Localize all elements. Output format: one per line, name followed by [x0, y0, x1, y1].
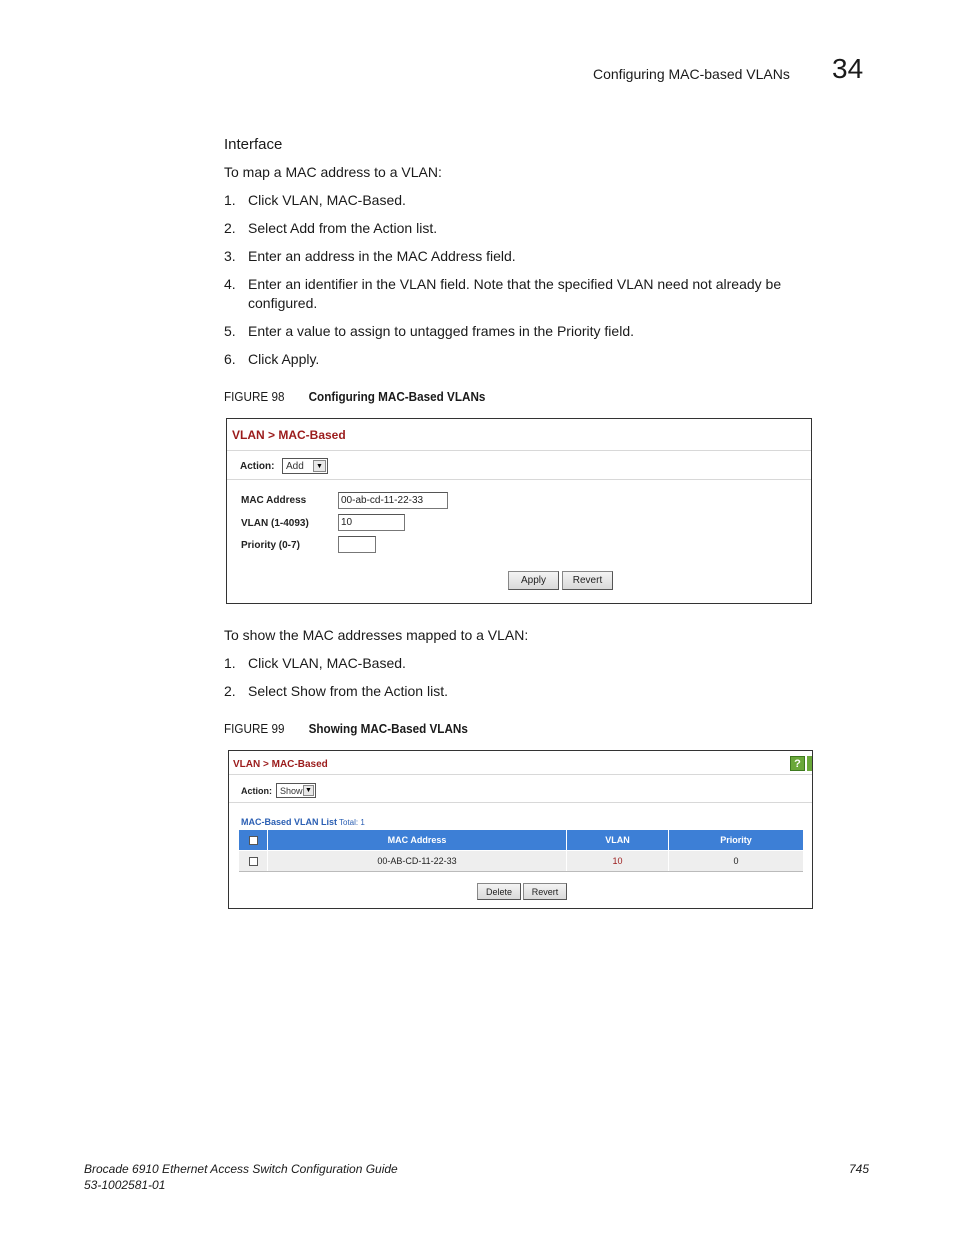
action-label: Action:	[241, 786, 272, 796]
map-step-2	[224, 219, 816, 238]
step-text: Enter an identifier in the VLAN field. Note that the specified VLAN need not already be configured.	[248, 276, 782, 311]
figure-number: FIGURE 98	[224, 389, 285, 404]
figure-title: Showing MAC-Based VLANs	[308, 721, 468, 736]
table-header	[239, 830, 803, 850]
table-bottom-border	[239, 871, 803, 872]
column-header-priority[interactable]: Priority	[669, 830, 803, 850]
delete-button[interactable]: Delete	[477, 883, 521, 900]
priority-input[interactable]	[338, 536, 376, 553]
panel-edge-icon	[807, 756, 812, 771]
select-all-checkbox[interactable]	[249, 836, 258, 845]
step-text: Click VLAN, MAC-Based.	[248, 192, 406, 208]
step-number: 1.	[224, 655, 236, 671]
figure-title: Configuring MAC-Based VLANs	[308, 389, 486, 404]
step-text: Enter a value to assign to untagged frames in the Priority field.	[248, 323, 634, 339]
step-number: 3.	[224, 248, 236, 264]
vlan-label: VLAN (1-4093)	[241, 518, 309, 529]
row-checkbox[interactable]	[249, 857, 258, 866]
priority-label: Priority (0-7)	[241, 540, 300, 551]
figure-98-caption	[224, 389, 485, 404]
divider	[229, 774, 812, 775]
footer-page-number: 745	[849, 1162, 870, 1176]
step-text: Select Show from the Action list.	[248, 683, 448, 699]
step-number: 2.	[224, 683, 236, 699]
show-intro: To show the MAC addresses mapped to a VLAN:	[224, 627, 529, 643]
cell-mac: 00-AB-CD-11-22-33	[268, 851, 567, 871]
select-all-cell	[239, 830, 268, 850]
step-number: 1.	[224, 192, 236, 208]
footer-doc-id: 53-1002581-01	[84, 1178, 166, 1192]
divider	[227, 450, 811, 451]
apply-button[interactable]: Apply	[508, 571, 559, 590]
vlan-input[interactable]: 10	[338, 514, 405, 531]
step-number: 4.	[224, 276, 236, 292]
step-text: Click Apply.	[248, 351, 320, 367]
revert-button[interactable]: Revert	[523, 883, 567, 900]
map-step-4	[224, 275, 816, 313]
cell-vlan: 10	[567, 851, 669, 871]
step-number: 5.	[224, 323, 236, 339]
breadcrumb: VLAN > MAC-Based	[233, 759, 328, 770]
figure-98-screenshot	[226, 418, 812, 604]
mac-address-label: MAC Address	[241, 495, 307, 506]
step-number: 2.	[224, 220, 236, 236]
show-step-1	[224, 654, 816, 673]
show-step-2	[224, 682, 816, 701]
row-select-cell	[239, 851, 268, 871]
section-heading: Interface	[224, 136, 283, 153]
map-step-5	[224, 322, 816, 341]
divider	[227, 479, 811, 480]
figure-99-screenshot	[228, 750, 813, 909]
chevron-down-icon: ▼	[303, 785, 314, 796]
action-select[interactable]	[276, 783, 316, 798]
map-step-1	[224, 191, 816, 210]
running-header-title: Configuring MAC-based VLANs	[593, 66, 790, 82]
chapter-number: 34	[832, 53, 864, 84]
step-text: Select Add from the Action list.	[248, 220, 438, 236]
help-icon[interactable]: ?	[790, 756, 805, 771]
action-select[interactable]	[282, 458, 328, 474]
list-title: MAC-Based VLAN List	[241, 817, 338, 827]
column-header-mac[interactable]: MAC Address	[268, 830, 567, 850]
figure-number: FIGURE 99	[224, 721, 285, 736]
step-text: Click VLAN, MAC-Based.	[248, 655, 406, 671]
map-step-6	[224, 350, 816, 369]
map-step-3	[224, 247, 816, 266]
map-intro: To map a MAC address to a VLAN:	[224, 164, 442, 180]
chevron-down-icon: ▼	[313, 460, 326, 472]
figure-99-caption	[224, 721, 468, 736]
mac-address-input[interactable]: 00-ab-cd-11-22-33	[338, 492, 448, 509]
action-label: Action:	[240, 461, 275, 472]
footer-doc-title: Brocade 6910 Ethernet Access Switch Configuration Guide	[84, 1162, 398, 1176]
column-header-vlan[interactable]: VLAN	[567, 830, 669, 850]
cell-priority: 0	[669, 851, 803, 871]
step-number: 6.	[224, 351, 236, 367]
action-select-value: Add	[286, 460, 304, 472]
breadcrumb: VLAN > MAC-Based	[232, 428, 346, 442]
revert-button[interactable]: Revert	[562, 571, 613, 590]
list-total: Total: 1	[339, 818, 365, 827]
table-row	[239, 851, 803, 871]
divider	[229, 802, 812, 803]
step-text: Enter an address in the MAC Address field.	[248, 248, 516, 264]
action-select-value: Show	[280, 785, 303, 796]
